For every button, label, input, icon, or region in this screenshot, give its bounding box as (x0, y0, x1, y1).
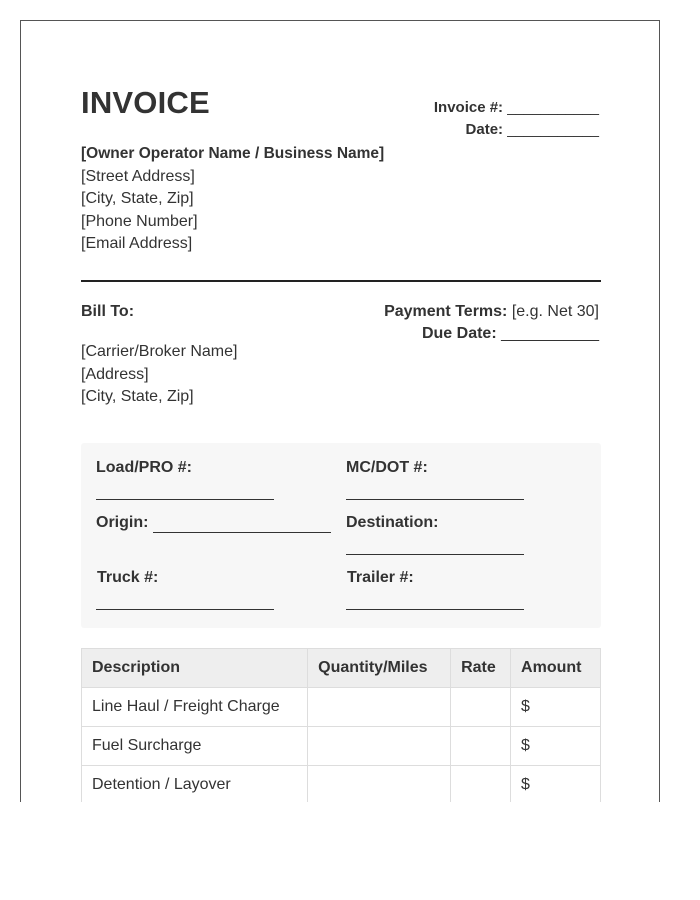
row-rate-cell[interactable] (451, 727, 511, 766)
bill-to-city: [City, State, Zip] (81, 388, 194, 405)
row-amount-cell[interactable]: $ (511, 688, 601, 727)
origin-label: Origin: (96, 514, 149, 531)
row-quantity-cell[interactable] (308, 727, 451, 766)
column-header-rate: Rate (451, 649, 511, 688)
invoice-date-label: Date: (465, 121, 504, 138)
line-items-table (81, 648, 601, 802)
payment-terms-value[interactable]: [e.g. Net 30] (511, 303, 599, 320)
row-description: Detention / Layover (82, 766, 308, 803)
invoice-number-field[interactable]: ___________ (507, 99, 599, 116)
sender-city: [City, State, Zip] (81, 190, 194, 207)
row-amount-cell[interactable]: $ (511, 766, 601, 803)
invoice-date-field[interactable]: ___________ (507, 121, 599, 138)
bill-to-name: [Carrier/Broker Name] (81, 343, 238, 360)
origin-field[interactable] (153, 532, 331, 533)
invoice-page (20, 20, 660, 802)
bill-to-block (81, 341, 237, 409)
section-divider (81, 280, 601, 282)
due-date-label: Due Date: (421, 325, 497, 342)
due-date-line (422, 325, 599, 343)
trailer-label: Trailer #: (347, 569, 414, 586)
mc-dot-field[interactable] (346, 499, 524, 500)
table-row (82, 688, 601, 727)
bill-to-address: [Address] (81, 365, 149, 383)
row-description: Line Haul / Freight Charge (82, 688, 308, 727)
load-pro-label: Load/PRO #: (96, 459, 193, 476)
destination-label: Destination: (346, 514, 439, 531)
invoice-number-label: Invoice #: (433, 99, 504, 116)
bill-to-label: Bill To: (81, 303, 135, 320)
row-rate-cell[interactable] (451, 766, 511, 803)
sender-phone: [Phone Number] (81, 212, 198, 230)
column-header-description: Description (82, 649, 308, 688)
truck-field[interactable] (96, 609, 274, 610)
sender-block (81, 143, 384, 256)
load-details-panel (81, 443, 601, 628)
row-quantity-cell[interactable] (308, 688, 451, 727)
destination-field[interactable] (346, 554, 524, 555)
row-description: Fuel Surcharge (82, 727, 308, 766)
row-quantity-cell[interactable] (308, 766, 451, 803)
column-header-quantity: Quantity/Miles (308, 649, 451, 688)
sender-name: [Owner Operator Name / Business Name] (81, 145, 385, 162)
sender-street: [Street Address] (81, 167, 195, 185)
mc-dot-label: MC/DOT #: (346, 459, 428, 476)
due-date-field[interactable]: ___________ (501, 325, 599, 342)
trailer-field[interactable] (346, 609, 524, 610)
column-header-amount: Amount (511, 649, 601, 688)
invoice-title: INVOICE (81, 85, 210, 120)
truck-label: Truck #: (97, 569, 159, 586)
sender-email: [Email Address] (81, 235, 193, 252)
payment-terms-label: Payment Terms: (384, 303, 508, 320)
load-pro-field[interactable] (96, 499, 274, 500)
row-amount-cell[interactable]: $ (511, 727, 601, 766)
table-row (82, 766, 601, 803)
invoice-number-line (434, 99, 599, 116)
table-row (82, 727, 601, 766)
table-header-row (82, 649, 601, 688)
row-rate-cell[interactable] (451, 688, 511, 727)
invoice-date-line (466, 121, 599, 138)
payment-terms-line (384, 303, 599, 321)
